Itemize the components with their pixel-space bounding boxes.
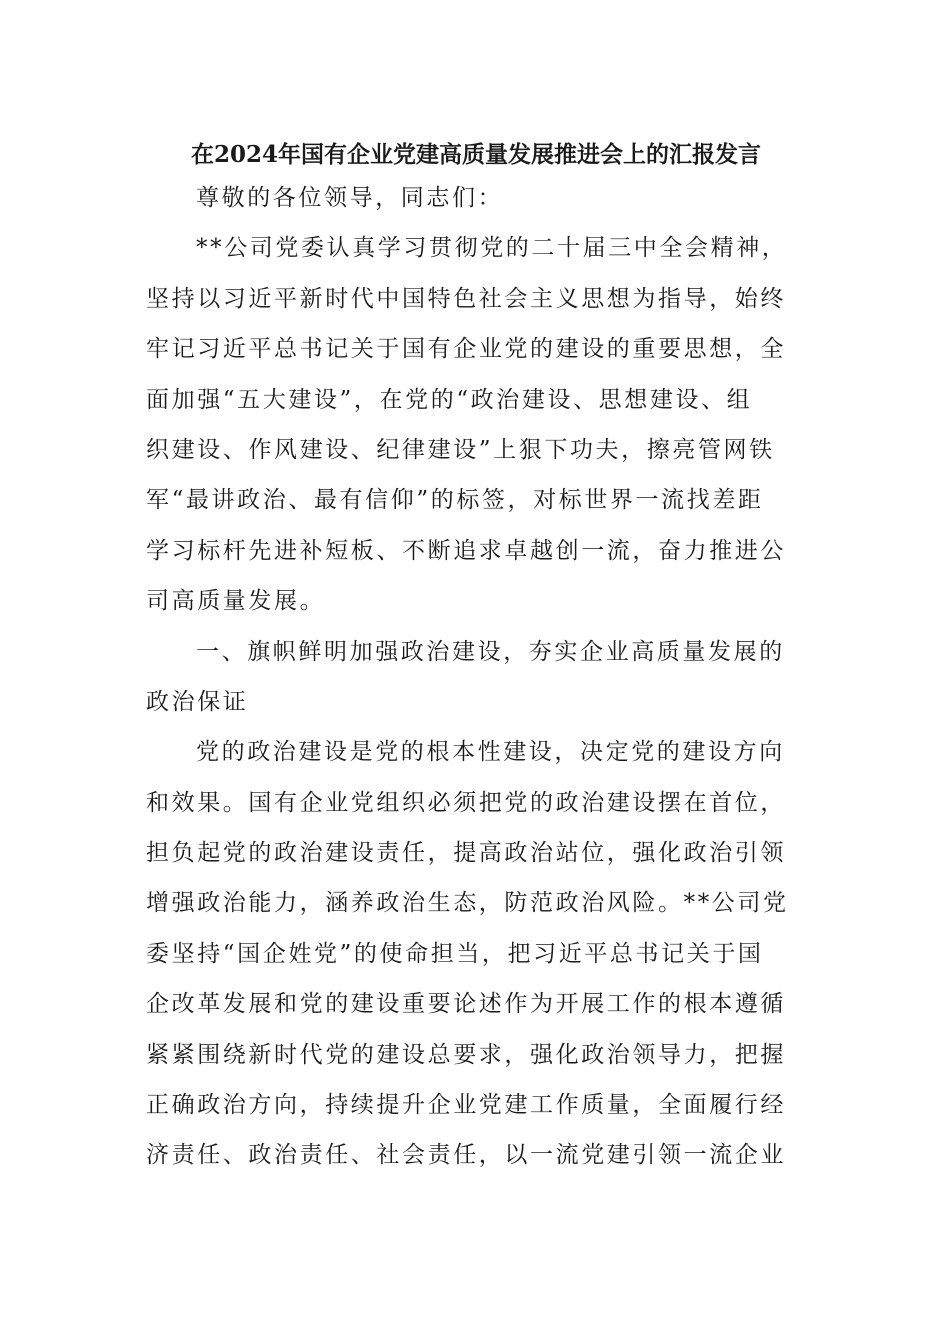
paragraph-line: 面加强“五大建设”，在党的“政治建设、思想建设、组 [146,386,753,413]
paragraph-line: 委坚持“国企姓党”的使命担当，把习近平总书记关于国 [146,940,764,967]
paragraph-line: 牢记习近平总书记关于国有企业党的建设的重要思想，全 [146,336,786,363]
paragraph-line: 紧紧围绕新时代党的建设总要求，强化政治领导力，把握 [146,1041,786,1068]
section-heading-1 [146,627,806,728]
paragraph-line: 织建设、作风建设、纪律建设”上狠下功夫，擦亮管网铁 [146,436,775,463]
greeting-line: 尊敬的各位领导，同志们： [196,185,504,211]
paragraph-line: 和效果。国有企业党组织必须把党的政治建设摆在首位， [146,789,786,816]
paragraph-line: **公司党委认真学习贯彻党的二十届三中全会精神， [196,235,788,262]
paragraph-line: 学习标杆先进补短板、不断追求卓越创一流，奋力推进公 [146,537,786,564]
paragraph-line: 军“最讲政治、最有信仰”的标签，对标世界一流找差距 [146,487,764,514]
paragraph-line: 正确政治方向，持续提升企业党建工作质量，全面履行经 [146,1092,786,1119]
heading-line: 政治保证 [146,688,249,715]
paragraph-line: 增强政治能力，涵养政治生态，防范政治风险。**公司党 [146,890,789,917]
document-body [146,173,806,1181]
document-title: 在2024年国有企业党建高质量发展推进会上的汇报发言 [190,141,761,168]
paragraph-line: 党的政治建设是党的根本性建设，决定党的建设方向 [196,739,785,766]
paragraph-line: 济责任、政治责任、社会责任，以一流党建引领一流企业 [146,1142,786,1169]
paragraph-line: 企改革发展和党的建设重要论述作为开展工作的根本遵循 [146,991,786,1018]
paragraph-intro [146,223,806,626]
paragraph-political-building [146,727,806,1181]
heading-line: 一、旗帜鲜明加强政治建设，夯实企业高质量发展的 [196,638,785,665]
paragraph-line: 司高质量发展。 [146,588,326,615]
greeting [146,173,806,223]
paragraph-line: 担负起党的政治建设责任，提高政治站位，强化政治引领 [146,840,786,867]
paragraph-line: 坚持以习近平新时代中国特色社会主义思想为指导，始终 [146,285,786,312]
